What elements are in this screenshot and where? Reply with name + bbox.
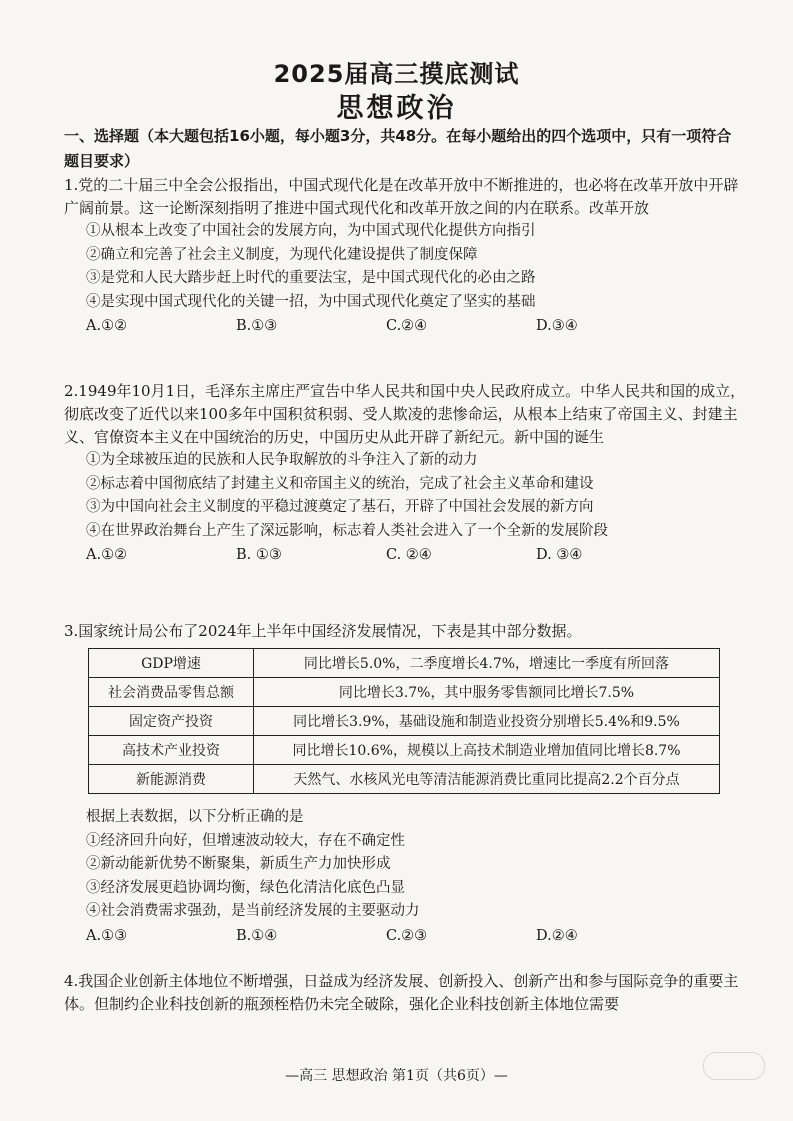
choice-c: C. ②④: [386, 547, 432, 563]
table-cell-label: 高技术产业投资: [89, 736, 254, 765]
page-footer: —高三 思想政治 第1页（共6页）—: [285, 1068, 508, 1084]
choice-d: D.③④: [536, 318, 578, 334]
choice-a: A.①②: [86, 318, 128, 334]
statistics-table: [88, 648, 720, 794]
table-row: [89, 678, 720, 707]
question-3-choices: [64, 924, 746, 948]
question-2: [64, 380, 746, 567]
subject-title: 思想政治: [336, 93, 457, 124]
question-2-item: ③为中国向社会主义制度的平稳过渡奠定了基石，开辟了中国社会发展的新方向: [86, 499, 594, 515]
table-cell-label: 社会消费品零售总额: [89, 678, 254, 707]
question-3-item: ③经济发展更趋协调均衡，绿色化清洁化底色凸显: [86, 879, 405, 896]
table-cell-value: 同比增长10.6%，规模以上高技术制造业增加值同比增长8.7%: [254, 736, 720, 765]
question-1-stem: 1.党的二十届三中全会公报指出，中国式现代化是在改革开放中不断推进的，也必将在改革开放中开辟广阔前景。这一论断深刻指明了推进中国式现代化和改革开放之间的内在联系。改革开放: [64, 176, 739, 217]
watermark-stamp: [703, 1052, 765, 1080]
choice-b: B. ①③: [236, 547, 282, 563]
table-cell-value: 同比增长3.9%，基础设施和制造业投资分别增长5.4%和9.5%: [254, 707, 720, 736]
question-3-body: [64, 806, 746, 948]
table-cell-label: 固定资产投资: [89, 707, 254, 736]
table-row: [89, 736, 720, 765]
choice-a: A.①②: [86, 547, 128, 563]
section-heading: 一、选择题（本大题包括16小题，每小题3分，共48分。在每小题给出的四个选项中，只有一项符合题目要求）: [64, 127, 732, 170]
question-3-item: ④社会消费需求强劲，是当前经济发展的主要驱动力: [86, 903, 420, 919]
question-1-item: ①从根本上改变了中国社会的发展方向，为中国式现代化提供方向指引: [86, 223, 536, 239]
exam-title: 2025届高三摸底测试: [273, 60, 520, 88]
question-1-item: ③是党和人民大踏步赶上时代的重要法宝，是中国式现代化的必由之路: [86, 270, 536, 286]
table-cell-value: 同比增长3.7%，其中服务零售额同比增长7.5%: [254, 678, 720, 707]
question-4-stem: 4.我国企业创新主体地位不断增强，日益成为经济发展、创新投入、创新产出和参与国际竞争的重要主体。但制约企业科技创新的瓶颈桎梏仍未完全破除，强化企业科技创新主体地位需要: [64, 972, 739, 1013]
choice-d: D. ③④: [536, 547, 583, 563]
question-3-item: ②新动能新优势不断聚集，新质生产力加快形成: [86, 856, 391, 872]
table-row: [89, 707, 720, 736]
table-cell-label: 新能源消费: [89, 765, 254, 794]
question-3-lead: 根据上表数据，以下分析正确的是: [86, 809, 304, 825]
choice-c: C.②④: [386, 318, 428, 334]
question-2-item: ①为全球被压迫的民族和人民争取解放的斗争注入了新的动力: [86, 452, 478, 468]
question-3-stem: 3.国家统计局公布了2024年上半年中国经济发展情况，下表是其中部分数据。: [64, 622, 582, 640]
choice-a: A.①③: [86, 927, 128, 944]
question-1-item: ②确立和完善了社会主义制度，为现代化建设提供了制度保障: [86, 246, 478, 263]
choice-d: D.②④: [536, 927, 578, 944]
question-3-item: ①经济回升向好，但增速波动较大，存在不确定性: [86, 832, 405, 849]
question-2-item: ④在世界政治舞台上产生了深远影响，标志着人类社会进入了一个全新的发展阶段: [86, 522, 608, 539]
table-row: [89, 765, 720, 794]
question-2-item: ②标志着中国彻底结了封建主义和帝国主义的统治，完成了社会主义革命和建设: [86, 475, 594, 492]
table-cell-label: GDP增速: [89, 649, 254, 678]
question-2-choices: [64, 543, 746, 567]
choice-b: B.①④: [236, 927, 278, 944]
table-cell-value: 天然气、水核风光电等清洁能源消费比重同比提高2.2个百分点: [254, 765, 720, 794]
choice-c: C.②③: [386, 927, 428, 944]
choice-b: B.①③: [236, 318, 278, 334]
question-1-item: ④是实现中国式现代化的关键一招，为中国式现代化奠定了坚实的基础: [86, 293, 536, 310]
table-cell-value: 同比增长5.0%，二季度增长4.7%，增速比一季度有所回落: [254, 649, 720, 678]
table-row: [89, 649, 720, 678]
question-2-stem: 2.1949年10月1日，毛泽东主席庄严宣告中华人民共和国中央人民政府成立。中华人民共和国的成立，彻底改变了近代以来100多年中国积贫积弱、受人欺凌的悲惨命运，从根本上结束了帝国主义、封建主义、官僚资本主义在中国统治的历史，中国历史从此开辟了新纪元。新中国的诞生: [64, 382, 746, 446]
question-1-choices: [64, 314, 746, 338]
question-1: [64, 174, 746, 338]
